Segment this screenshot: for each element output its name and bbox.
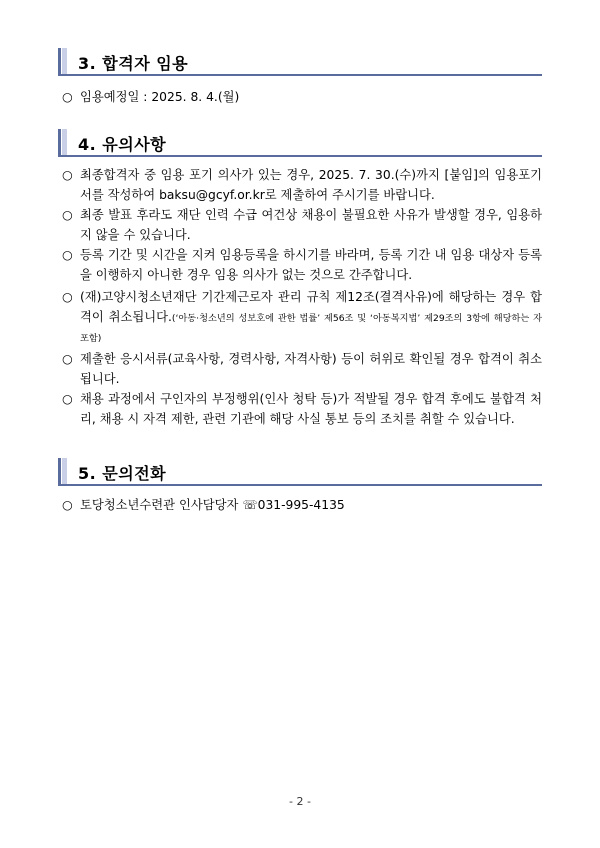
page-number: - 2 - — [289, 795, 311, 808]
list-item: ○ 최종합격자 중 임용 포기 의사가 있는 경우, 2025. 7. 30.(수)까지 [붙임]의 임용포기서를 작성하여 baksu@gcyf.or.kr로 제출하여 주시기를 바랍니다. — [62, 168, 542, 202]
list-item: ○ 등록 기간 및 시간을 지켜 임용등록을 하시기를 바라며, 등록 기간 내 임용 대상자 등록을 이행하지 아니한 경우 임용 의사가 없는 것으로 간주합니다. — [62, 248, 542, 282]
section-title: 5. 문의전화 — [78, 464, 167, 483]
circle-bullet-icon: ○ — [62, 290, 73, 304]
circle-bullet-icon: ○ — [62, 208, 73, 222]
section-header-appointment — [58, 48, 542, 76]
list-item: ○ 채용 과정에서 구인자의 부정행위(인사 청탁 등)가 적발될 경우 합격 후에도 불합격 처리, 채용 시 자격 제한, 관련 기관에 해당 사실 통보 등의 조치를 취할 수 있습니다. — [62, 392, 542, 426]
circle-bullet-icon: ○ — [62, 248, 73, 262]
section-title: 3. 합격자 임용 — [78, 54, 189, 73]
circle-bullet-icon: ○ — [62, 392, 73, 406]
circle-bullet-icon: ○ — [62, 90, 73, 104]
section-header-contact — [58, 458, 542, 486]
list-item: ○ 최종 발표 후라도 재단 인력 수급 여건상 채용이 불필요한 사유가 발생할 경우, 임용하지 않을 수 있습니다. — [62, 208, 542, 242]
circle-bullet-icon: ○ — [62, 352, 73, 366]
list-item: ○ 토당청소년수련관 인사담당자 ☏031-995-4135 — [62, 496, 542, 516]
list-item: ○ (재)고양시청소년재단 기간제근로자 관리 규칙 제12조(결격사유)에 해당하는 경우 합격이 취소됩니다.(‘아동·청소년의 성보호에 관한 법률’ 제56조 및 ‘아동복지법’ 제29조의 3항에 해당하는 자 포함) — [62, 290, 542, 344]
list-item: ○ 임용예정일 : 2025. 8. 4.(월) — [62, 88, 542, 108]
list-item: ○ 제출한 응시서류(교육사항, 경력사항, 자격사항) 등이 허위로 확인될 경우 합격이 취소됩니다. — [62, 352, 542, 386]
legal-note: (‘아동·청소년의 성보호에 관한 법률’ 제56조 및 ‘아동복지법’ 제29조의 3항에 해당하는 자 포함) — [80, 312, 542, 344]
circle-bullet-icon: ○ — [62, 498, 73, 512]
circle-bullet-icon: ○ — [62, 168, 73, 182]
section-header-notice — [58, 129, 542, 157]
section-title: 4. 유의사항 — [78, 135, 167, 154]
